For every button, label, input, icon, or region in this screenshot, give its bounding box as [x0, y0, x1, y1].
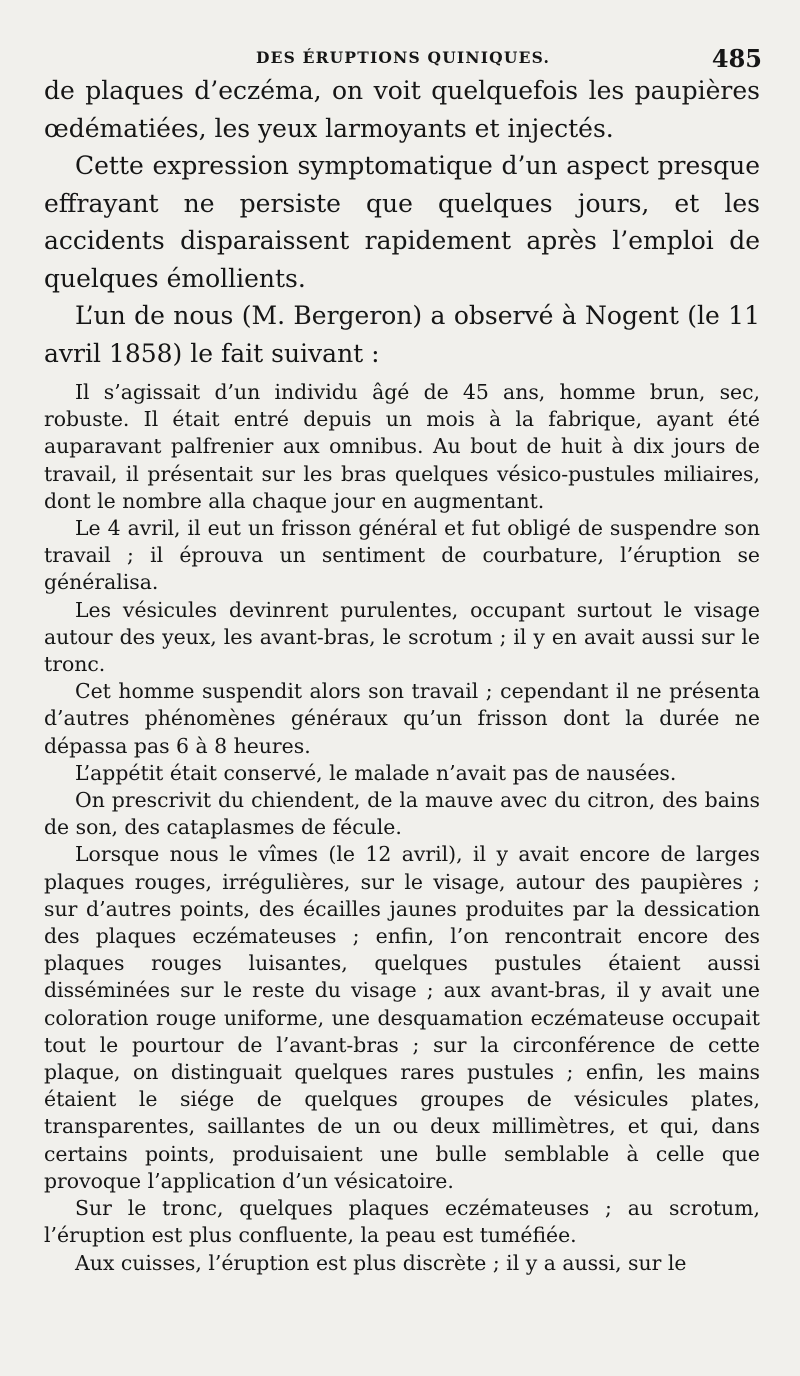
large-type-section — [44, 72, 760, 372]
running-title: DES ÉRUPTIONS QUINIQUES. — [255, 48, 551, 67]
paragraph: Le 4 avril, il eut un frisson général et fut obligé de suspendre son travail ; il éprouva un sentiment de courbature, l’éruption se généralisa. — [44, 516, 760, 595]
paragraph: L’un de nous (M. Bergeron) a observé à Nogent (le 11 avril 1858) le fait suivant : — [44, 301, 760, 368]
body-text — [44, 72, 760, 1277]
paragraph: On prescrivit du chiendent, de la mauve avec du citron, des bains de son, des cataplasmes de fécule. — [44, 788, 760, 840]
paragraph: de plaques d’eczéma, on voit quelquefois les paupières œdématiées, les yeux larmoyants et injectés. — [44, 76, 760, 143]
paragraph: Il s’agissait d’un individu âgé de 45 ans, homme brun, sec, robuste. Il était entré depuis un mois à la fabrique, ayant été auparavant palfrenier aux omnibus. Au bout de huit à dix jours de travail, il présentait sur les bras quelques vésico-pustules miliaires, dont le nombre alla chaque jour en augmentant. — [44, 380, 760, 513]
paragraph: Les vésicules devinrent purulentes, occupant surtout le visage autour des yeux, les avant-bras, le scrotum ; il y en avait aussi sur le tronc. — [44, 597, 760, 677]
paragraph: Aux cuisses, l’éruption est plus discrète ; il y a aussi, sur le — [75, 1250, 687, 1275]
paragraph: Lorsque nous le vîmes (le 12 avril), il y avait encore de larges plaques rouges, irrégulières, sur le visage, autour des paupières ; sur d’autres points, des écailles jaunes produites par la dessication des plaques eczémateuses ; enfin, l’on rencontrait encore des plaques rouges luisantes, quelques pustules étaient aussi disséminées sur le reste du visage ; aux avant-bras, il y avait une coloration rouge uniforme, une desquamation eczémateuse occupait tout le pourtour de l’avant-bras ; sur la circonférence de cette plaque, on distinguait quelques rares pustules ; enfin, les mains étaient le siége de quelques groupes de vésicules plates, transparentes, saillantes de un ou deux millimètres, et qui, dans certains points, produisaient une bulle semblable à celle que provoque l’application d’un vésicatoire. — [44, 842, 760, 1193]
page-number: 485 — [711, 44, 762, 73]
case-report-section — [44, 379, 760, 1277]
paragraph: Cet homme suspendit alors son travail ; cependant il ne présenta d’autres phénomènes généraux qu’un frisson dont la durée ne dépassa pas 6 à 8 heures. — [44, 679, 760, 758]
paragraph: Cette expression symptomatique d’un aspect presque effrayant ne persiste que quelques jours, et les accidents disparaissent rapidement après l’emploi de quelques émollients. — [44, 151, 760, 293]
paragraph: L’appétit était conservé, le malade n’avait pas de nausées. — [75, 760, 677, 785]
paragraph: Sur le tronc, quelques plaques eczémateuses ; au scrotum, l’éruption est plus confluente, la peau est tuméfiée. — [44, 1196, 760, 1248]
